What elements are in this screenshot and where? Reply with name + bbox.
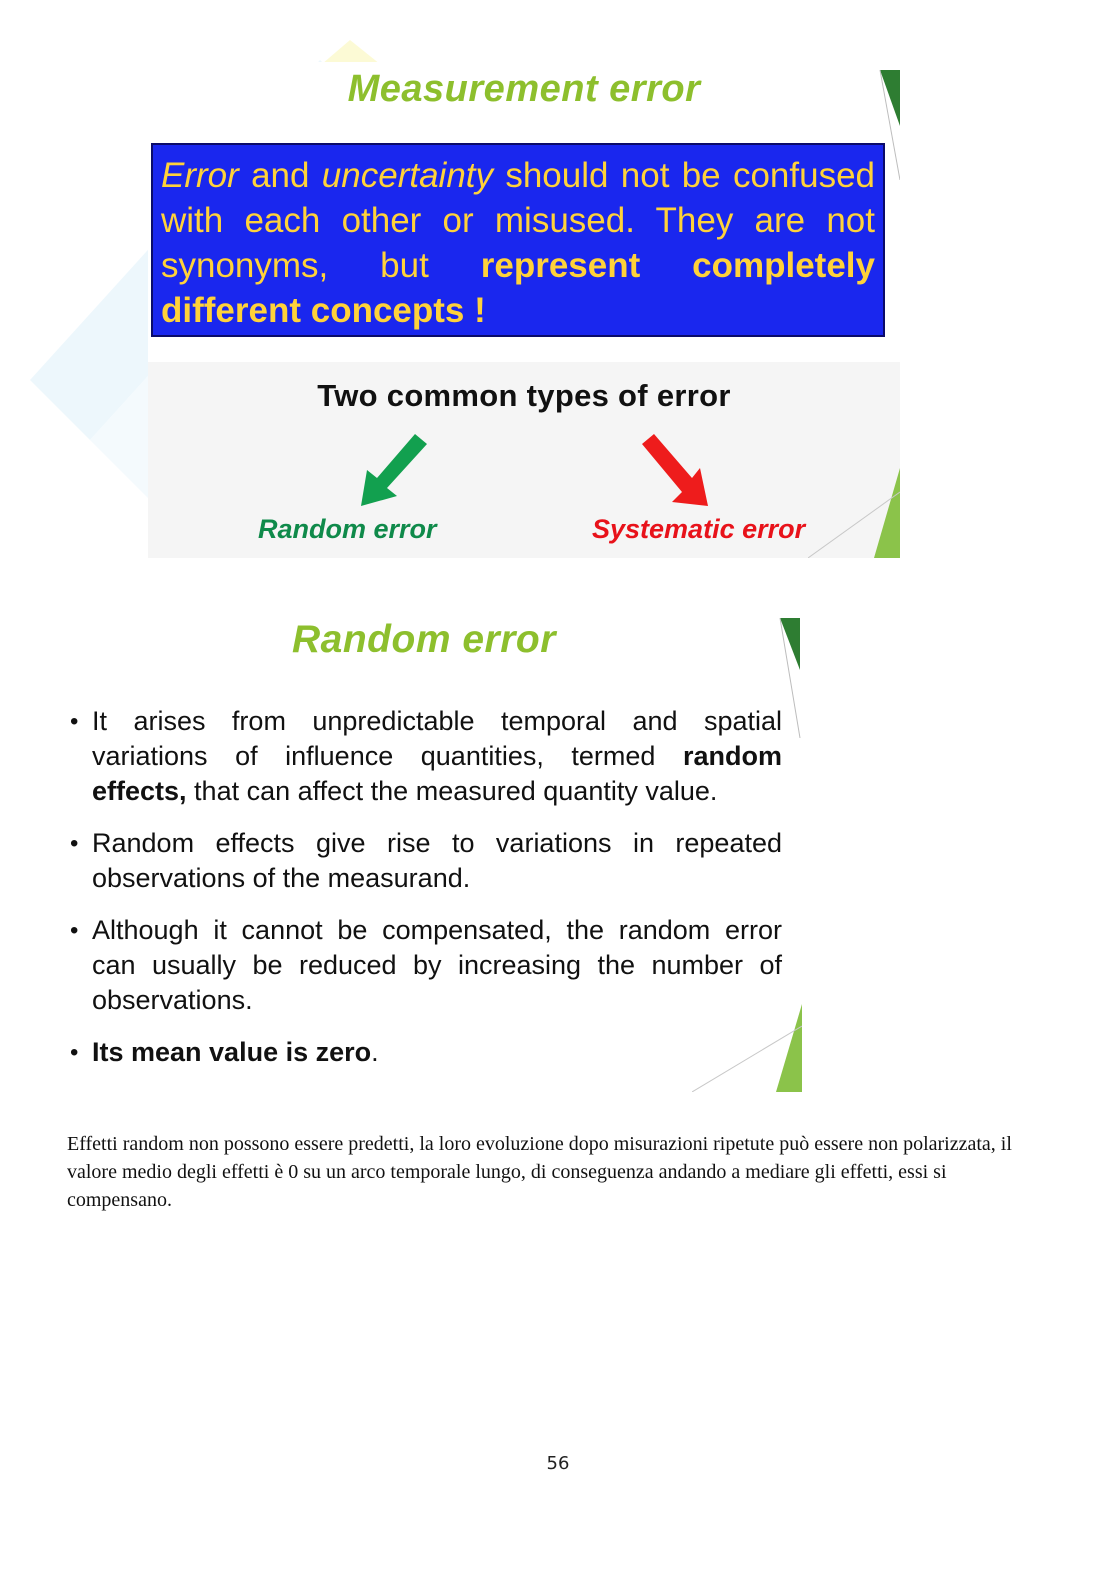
green-arrow-icon [353,430,433,510]
slide-random-error [62,618,802,1092]
bullet-emphasis: Its mean value is zero [92,1037,372,1067]
bullet-text: that can affect the measured quantity value. [186,776,718,806]
word-and: and [238,156,322,195]
bullet-text: . [371,1037,379,1067]
definition-text: should not be confused with each other or misused. They are not synonyms, but [161,156,875,285]
page-number: 56 [546,1453,570,1474]
random-error-label: Random error [258,514,437,544]
caption-paragraph: Effetti random non possono essere predetti, la loro evoluzione dopo misurazioni ripetute può essere non polarizzata, il valore medio degli effetti è 0 su un arco temporale lungo, di conseguenza andando a mediare gli effetti, essi si compensano. [67,1133,1012,1211]
bullet-item [70,704,782,809]
bullet-item [70,826,782,896]
slide-title: Random error [292,618,556,661]
bullet-text: Random effects give rise to variations in repeated observations of the measurand. [92,828,782,893]
word-uncertainty: uncertainty [321,156,494,195]
bullet-emphasis: random effects, [92,741,782,806]
slide-title: Measurement error [347,68,701,110]
corner-decoration-top [778,618,802,738]
bullet-text: It arises from unpredictable temporal and spatial variations of influence quantities, termed [92,706,782,771]
corner-decoration-top [876,70,900,180]
types-heading: Two common types of error [317,378,731,413]
bullet-item [70,913,782,1018]
definition-emphasis: represent completely different concepts ! [161,246,875,330]
systematic-error-label: Systematic error [592,514,806,544]
bullet-list [70,704,782,1087]
red-arrow-icon [636,430,716,510]
word-error: Error [161,156,239,195]
slide-measurement-error [148,62,900,558]
definition-box [151,143,885,337]
corner-decoration-bottom [692,1004,802,1092]
bullet-text: Although it cannot be compensated, the random error can usually be reduced by increasing the number of observations. [92,915,782,1015]
corner-decoration-bottom [808,462,900,558]
bullet-item [70,1035,782,1070]
